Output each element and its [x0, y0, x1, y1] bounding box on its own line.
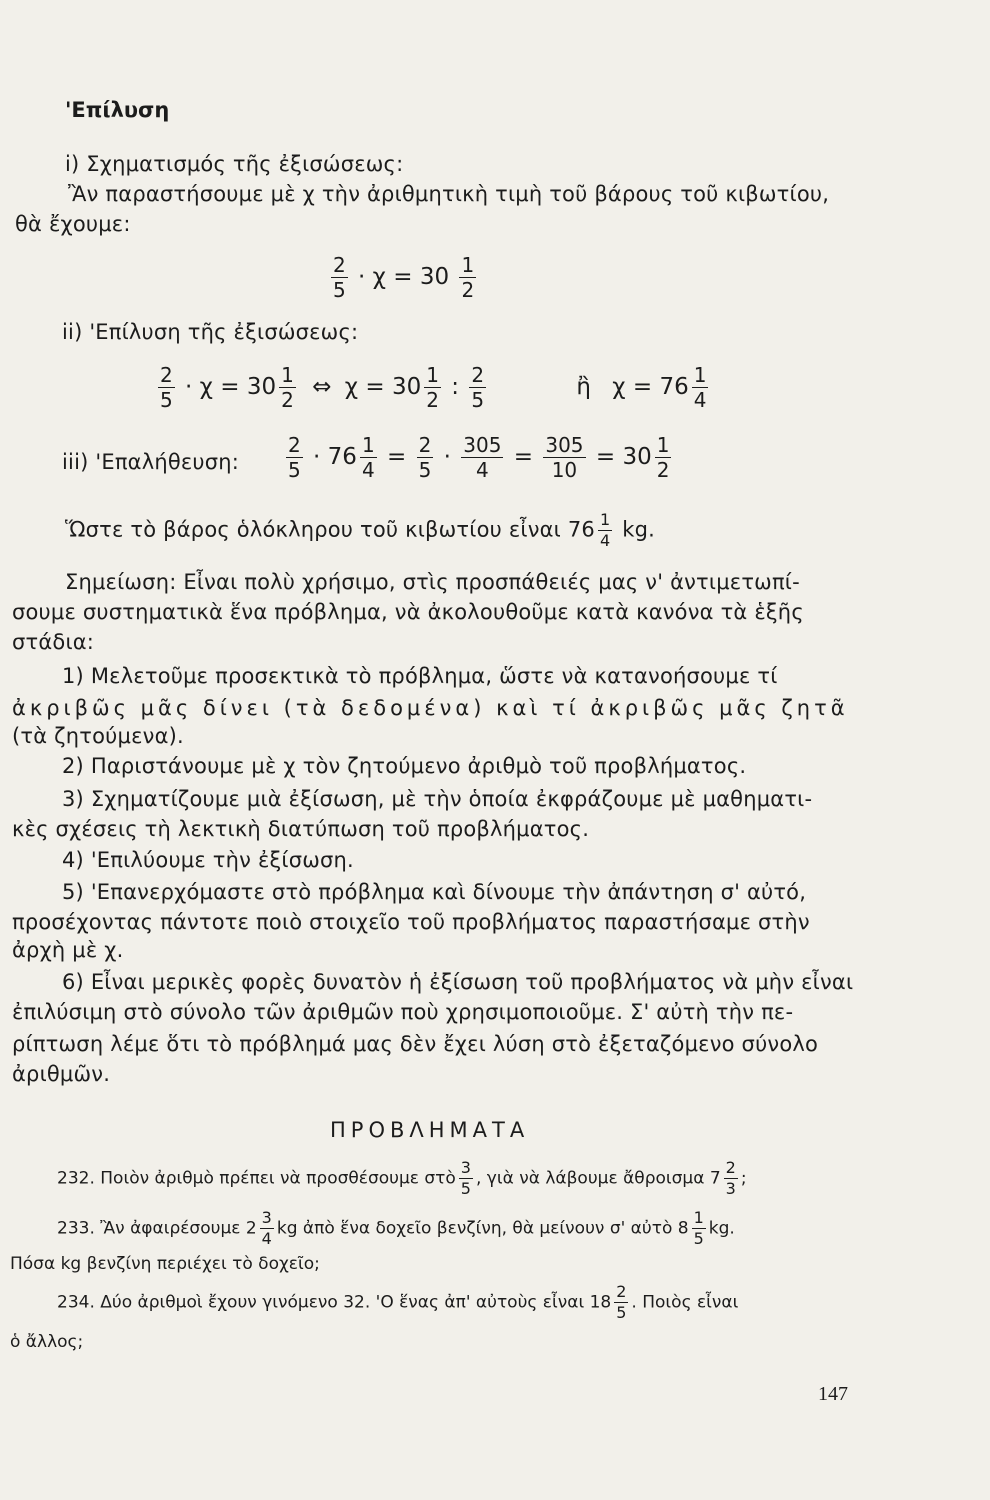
note-step-3: 3) Σχηματίζουμε μιὰ ἐξίσωση, μὲ τὴν ὁποία ἐκφράζουμε μὲ μαθηματι- [62, 787, 813, 811]
page-number: 147 [818, 1383, 848, 1405]
note-step-6-cont: ἐπιλύσιμη στὸ σύνολο τῶν ἀριθμῶν ποὺ χρησιμοποιοῦμε. Σ' αὐτὴ τὴν πε- [12, 1000, 794, 1024]
note-step-1-end: (τὰ ζητούμενα). [12, 724, 184, 748]
problem-233: 233. Ἂν ἀφαιρέσουμε 2 $\frac{3}{4}$ kg ἀπὸ ἕνα δοχεῖο βενζίνη, θὰ μείνουν σ' αὐτὸ 8 $\frac{1}{5}$ kg. [57, 1208, 735, 1248]
problem-232: 232. Ποιὸν ἀριθμὸ πρέπει νὰ προσθέσουμε στὸ $\frac{3}{5}$ , γιὰ νὰ λάβουμε ἄθροισμα 7 $\frac{2}{3}$ ; [57, 1158, 747, 1198]
note-step-6: 6) Εἶναι μερικὲς φορὲς δυνατὸν ἡ ἐξίσωση τοῦ προβλήματος νὰ μὴν εἶναι [62, 970, 854, 994]
frac-1-2: $\frac{1}{2}$ [461, 253, 475, 302]
step3-title: iii) 'Επαλήθευση: [62, 450, 240, 474]
conclusion: Ὥστε τὸ βάρος ὁλόκληρου τοῦ κιβωτίου εἶναι 76 $\frac{1}{4}$ kg. [65, 510, 656, 550]
note-step-3-cont: κὲς σχέσεις τὴ λεκτικὴ διατύπωση τοῦ προβλήματος. [12, 817, 590, 841]
note-step-1-cont: ἀκριβῶς μᾶς δίνει (τὰ δεδομένα) καὶ τί ἀκριβῶς μᾶς ζητᾶ [12, 696, 849, 720]
note-step-4: 4) 'Επιλύουμε τὴν ἐξίσωση. [62, 848, 354, 872]
note-step-5-end: ἀρχὴ μὲ χ. [12, 938, 124, 962]
step1-title: i) Σχηματισμός τῆς ἐξισώσεως: [65, 152, 404, 176]
note-step-5-cont: προσέχοντας πάντοτε ποιὸ στοιχεῖο τοῦ προβλήματος παραστήσαμε στὴν [12, 910, 810, 934]
note-step-6-end: ἀριθμῶν. [12, 1062, 111, 1086]
note-line-2: σουμε συστηματικὰ ἕνα πρόβλημα, νὰ ἀκολουθοῦμε κατὰ κανόνα τὰ ἑξῆς [12, 600, 804, 624]
note-step-1: 1) Μελετοῦμε προσεκτικὰ τὸ πρόβλημα, ὥστε νὰ κατανοήσουμε τί [62, 664, 778, 688]
solution-heading: 'Επίλυση [65, 98, 170, 122]
step1-line2: θὰ ἔχουμε: [15, 212, 131, 236]
problem-234: 234. Δύο ἀριθμοὶ ἔχουν γινόμενο 32. 'Ο ἕνας ἀπ' αὐτοὺς εἶναι 18 $\frac{2}{5}$ . Ποιὸς εἶναι [57, 1282, 739, 1322]
note-step-6-cont2: ρίπτωση λέμε ὅτι τὸ πρόβλημά μας δὲν ἔχει λύση στὸ ἐξεταζόμενο σύνολο [12, 1032, 819, 1056]
frac-2-5: $\frac{2}{5}$ [333, 253, 346, 302]
step2-title: ii) 'Επίλυση τῆς ἐξισώσεως: [62, 320, 359, 344]
step1-line1: Ἂν παραστήσουμε μὲ χ τὴν ἀριθμητικὴ τιμὴ τοῦ βάρους τοῦ κιβωτίου, [68, 182, 830, 206]
note-step-2: 2) Παριστάνουμε μὲ χ τὸν ζητούμενο ἀριθμὸ τοῦ προβλήματος. [62, 754, 747, 778]
equation-2: $\frac{2}{5}$ · χ = 30 $\frac{1}{2}$ ⇔ χ = 30 $\frac{1}{2}$ : $\frac{2}{5}$ ἢ χ = 76 $\frac{1}{4}$ [160, 363, 707, 412]
note-step-5: 5) 'Επανερχόμαστε στὸ πρόβλημα καὶ δίνουμε τὴν ἀπάντηση σ' αὐτό, [62, 880, 807, 904]
equation-1: $\frac{2}{5}$ · χ = 30 $\frac{1}{2}$ [333, 253, 475, 302]
note-line-1: Σημείωση: Εἶναι πολὺ χρήσιμο, στὶς προσπάθειές μας ν' ἀντιμετωπί- [65, 570, 800, 594]
problem-233-line2: Πόσα kg βενζίνη περιέχει τὸ δοχεῖο; [10, 1254, 320, 1274]
note-line-3: στάδια: [12, 630, 95, 654]
problems-title: ΠΡΟΒΛΗΜΑΤΑ [330, 1118, 530, 1142]
problem-234-line2: ὁ ἄλλος; [10, 1332, 84, 1352]
equation-3: $\frac{2}{5}$ · 76 $\frac{1}{4}$ = $\frac{2}{5}$ · $\frac{305}{4}$ = $\frac{305}{10}$ = 30 $\frac{1}{2}$ [288, 433, 670, 482]
